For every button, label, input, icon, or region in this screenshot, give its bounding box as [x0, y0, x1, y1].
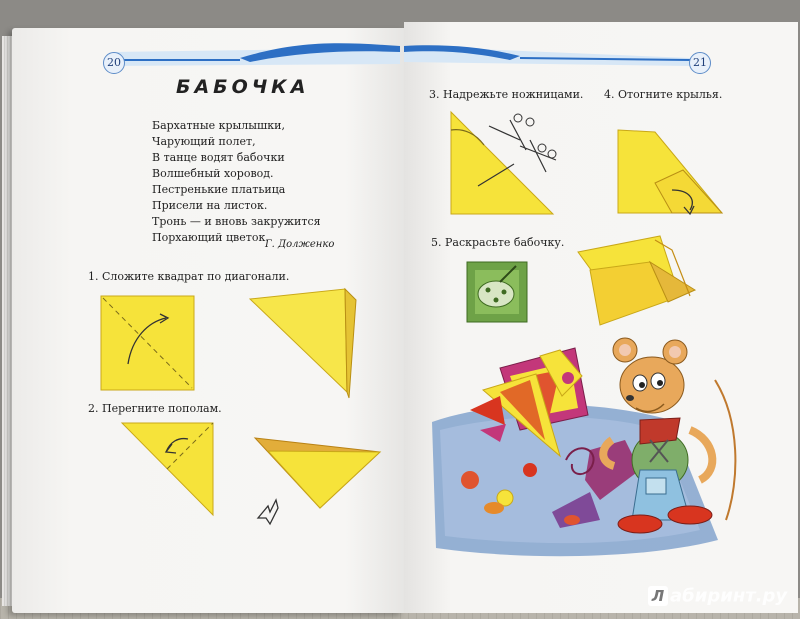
step2-result-illustration [255, 438, 380, 508]
right-page-number: 21 [689, 52, 711, 74]
page-title: БАБОЧКА [176, 76, 310, 98]
folded-butterfly-illustration [578, 236, 695, 325]
mouse-crafting-illustration [432, 338, 735, 556]
step1-square-illustration [101, 296, 194, 390]
step2-text: 2. Перегните пополам. [88, 402, 222, 415]
poem-line: Пестренькие платьица [152, 183, 286, 196]
right-header-band [404, 45, 690, 66]
poem-line: Порхающий цветок. [152, 231, 269, 244]
poem-line: Волшебный хоровод. [152, 167, 274, 180]
watermark-logo-icon: Л [648, 586, 668, 606]
poem-line: В танце водят бабочки [152, 151, 285, 164]
poem-author: Г. Долженко [265, 239, 335, 250]
poem-line: Присели на листок. [152, 199, 268, 212]
step1-triangle-illustration [250, 289, 356, 398]
poem [152, 118, 321, 246]
down-arrow-icon [258, 500, 278, 524]
step3-cut-illustration [451, 112, 556, 214]
watermark-text: абиринт.ру [670, 585, 788, 607]
palette-icon [467, 262, 527, 322]
left-header-band [112, 43, 400, 66]
step3-text: 3. Надрежьте ножницами. [429, 88, 584, 101]
poem-line: Бархатные крылышки, [152, 119, 285, 132]
poem-line: Тронь — и вновь закружится [152, 215, 321, 228]
step4-text: 4. Отогните крылья. [604, 88, 723, 101]
step5-text: 5. Раскрасьте бабочку. [431, 236, 565, 249]
site-watermark [648, 585, 787, 607]
poem-line: Чарующий полет, [152, 135, 256, 148]
step2-fold-illustration [122, 423, 213, 515]
step4-wing-illustration [618, 130, 722, 214]
left-page-number: 20 [103, 52, 125, 74]
step1-text: 1. Сложите квадрат по диагонали. [88, 270, 290, 283]
